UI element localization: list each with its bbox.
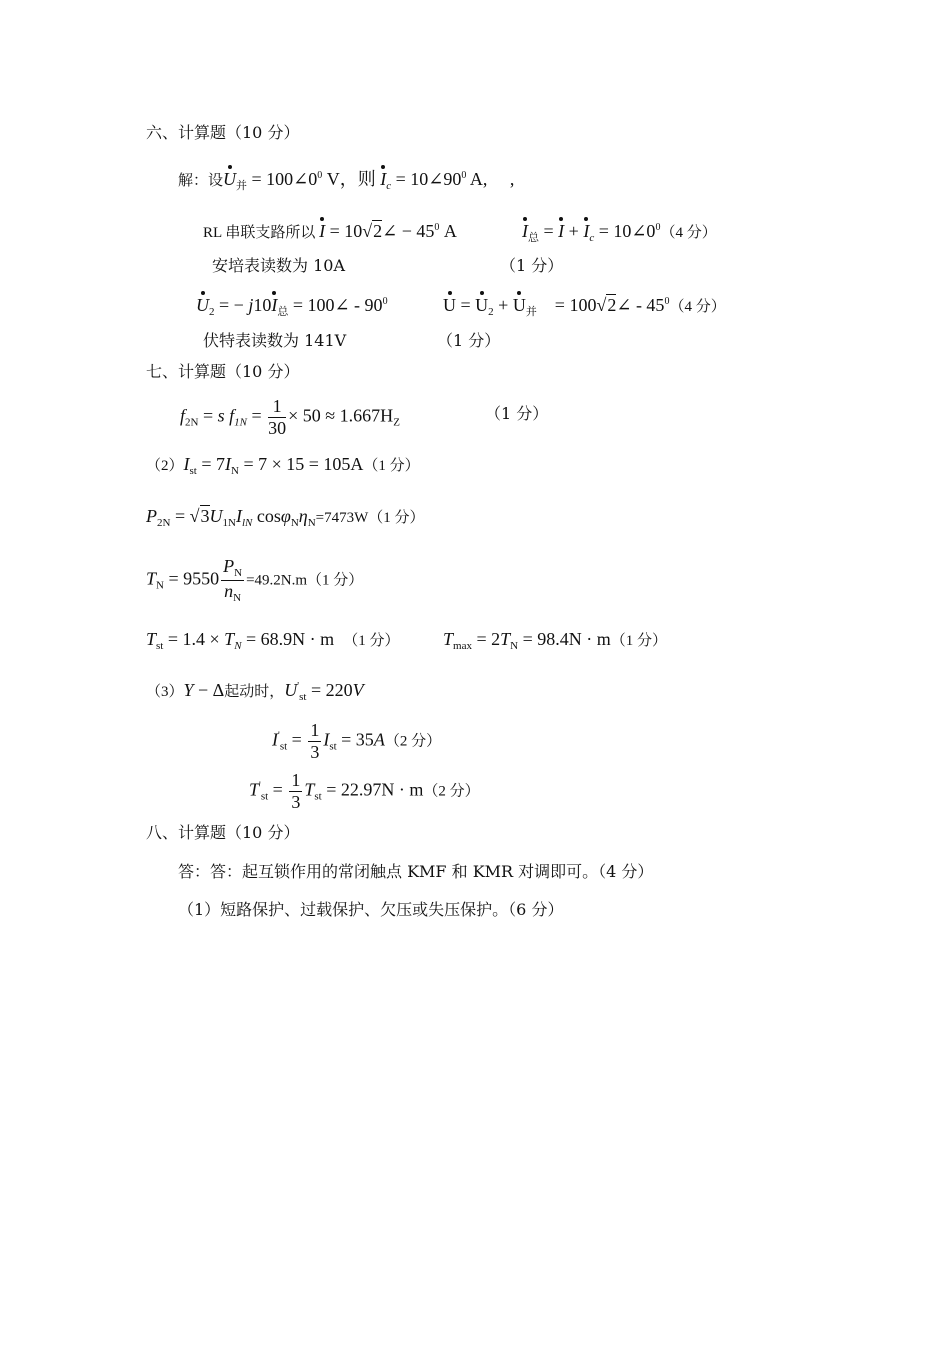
u2-equation: $U_2$ = − $j10I_总$ = 100∠ - $90^0$ bbox=[196, 295, 388, 318]
fraction: $\frac{1}{3}$ bbox=[291, 770, 301, 812]
rotor-frequency-score: （1 分） bbox=[485, 404, 549, 423]
total-current-eq: $I_总 = I + I_c$ = $10\angle 0^0(4$ 分） bbox=[522, 221, 717, 244]
rotor-frequency-eq: $f_{2N} = s$ $f_{1N}$ = $\frac{1}{30}$ × $50 \approx 1.667H_Z$ bbox=[180, 396, 400, 438]
max-torque-eq: $T_{max} = 2T_N = 98.4N \cdot m(1$ 分） bbox=[443, 629, 668, 652]
section-8-answer: 答：答：起互锁作用的常闭触点 KMF 和 KMR 对调即可。（4 分） bbox=[178, 862, 654, 881]
total-voltage-eq: $U = U_2 + U_并$ = 100√2∠ - $45^0(4$ 分） bbox=[443, 295, 726, 318]
fraction: $\frac{1}{30}$ bbox=[268, 396, 287, 438]
ammeter-reading: 安培表读数为 10A bbox=[212, 256, 346, 275]
section-7-heading: 七、计算题（10 分） bbox=[146, 362, 300, 381]
star-delta-start: （3）Y − Δ起动时，$U'_{st} = 220V$ bbox=[146, 680, 364, 703]
fraction: $\frac{P_N}{n_N}$ bbox=[223, 556, 243, 604]
start-torque-eq: $T_{st} = 1.4 \times T_N = 68.9N \cdot m$ （1 分） bbox=[146, 629, 400, 652]
start-current-eq: $(2)I_{st} = 7I_N = 7 \times 15 = 105A(1$ 分） bbox=[146, 454, 420, 477]
reduced-start-current-eq: $I'_{st}$ = $\frac{1}{3}$ $I_{st} = 35A(2$ 分） bbox=[272, 720, 442, 762]
voltmeter-score: （1 分） bbox=[437, 331, 501, 350]
section-6-intro: 解：设$U_并$ = $100\angle 0^0$ V，则 $I_c$ = $10\angle 90^0$ A, , bbox=[178, 169, 515, 192]
section-8-heading: 八、计算题（10 分） bbox=[146, 823, 300, 842]
reduced-start-torque-eq: $T'_{st}$ = $\frac{1}{3}$ $T_{st} = 22.97N \cdot m(2$ 分） bbox=[249, 770, 480, 812]
rl-branch-current: RL 串联支路所以 I = 10√2∠ − $45^0$ A bbox=[203, 221, 457, 241]
section-6-heading: 六、计算题（10 分） bbox=[146, 123, 300, 142]
rated-torque-eq: $T_N = 9550$ $\frac{P_N}{n_N}$ =49.2N.m（1 分） bbox=[146, 556, 364, 604]
section-8-part1: （1）短路保护、过载保护、欠压或失压保护。（6 分） bbox=[178, 900, 564, 919]
power-eq: $P_{2N} = √3U_{1N}I_{lN}$ $\cos\varphi_N\eta_N=7473W(1$ 分） bbox=[146, 506, 425, 529]
fraction: $\frac{1}{3}$ bbox=[310, 720, 320, 762]
voltmeter-reading: 伏特表读数为 141V bbox=[203, 331, 347, 350]
ammeter-score: （1 分） bbox=[500, 256, 564, 275]
